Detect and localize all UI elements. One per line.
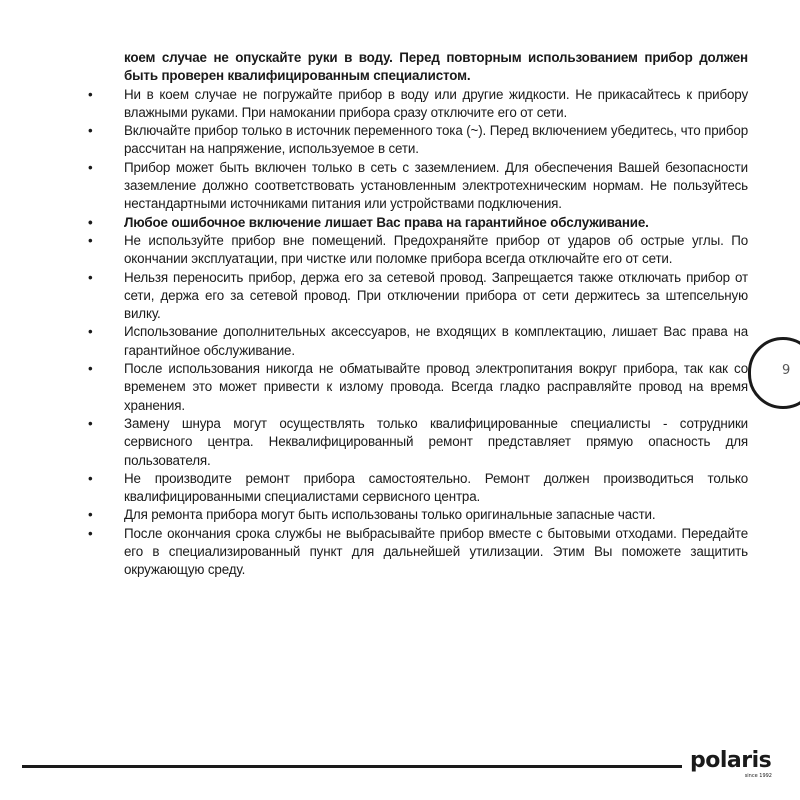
list-item-text: Любое ошибочное включение лишает Вас права на гарантийное обслуживание. bbox=[124, 214, 649, 230]
bullet-icon: • bbox=[88, 470, 93, 486]
list-item bbox=[86, 415, 748, 470]
bullet-icon: • bbox=[88, 86, 93, 102]
list-item-text: Не производите ремонт прибора самостоятельно. Ремонт должен производиться только квалифицированными специалистами сервисного центра. bbox=[124, 470, 748, 505]
list-item bbox=[86, 232, 748, 269]
logo-wordmark: polaris bbox=[690, 748, 772, 773]
bullet-icon: • bbox=[88, 415, 93, 431]
list-item bbox=[86, 525, 748, 580]
list-item bbox=[86, 159, 748, 214]
list-item-text: Использование дополнительных аксессуаров, не входящих в комплектацию, лишает Вас права на гарантийное обслуживание. bbox=[124, 324, 748, 358]
bullet-icon: • bbox=[88, 232, 93, 248]
footer-divider bbox=[22, 765, 682, 768]
list-item-text: Включайте прибор только в источник переменного тока (~). Перед включением убедитесь, что прибор рассчитан на напряжение, используемое в сети. bbox=[124, 123, 748, 157]
list-item-text: Для ремонта прибора могут быть использованы только оригинальные запасные части. bbox=[124, 507, 656, 523]
bullet-icon: • bbox=[88, 324, 93, 340]
list-item-text: Прибор может быть включен только в сеть с заземлением. Для обеспечения Вашей безопасности заземление должно соответствовать установленным электротехническим нормам. Не пользуйтесь нестандартными источниками питания или устройствами подключения. bbox=[124, 159, 748, 212]
list-item-text: Замену шнура могут осуществлять только квалифицированные специалисты - сотрудники сервисного центра. Неквалифицированный ремонт представляет прямую опасность для пользователя. bbox=[124, 415, 748, 468]
bullet-icon: • bbox=[88, 507, 93, 523]
list-item bbox=[86, 214, 748, 232]
bullet-icon: • bbox=[88, 123, 93, 139]
bullet-icon: • bbox=[88, 361, 93, 377]
list-item bbox=[86, 470, 748, 507]
list-item bbox=[86, 269, 748, 324]
list-item bbox=[86, 360, 748, 415]
list-item-text: Нельзя переносить прибор, держа его за сетевой провод. Запрещается также отключать прибор от сети, держа его за сетевой провод. При отключении прибора от сети держитесь за штепсельную вилку. bbox=[124, 269, 748, 322]
polaris-logo bbox=[690, 749, 778, 789]
continued-paragraph: коем случае не опускайте руки в воду. Перед повторным использованием прибор должен быть проверен квалифицированным специалистом. bbox=[124, 50, 748, 84]
page-number-tab bbox=[748, 337, 800, 409]
page-number: 9 bbox=[782, 363, 791, 378]
list-item bbox=[86, 122, 748, 159]
list-item-text: После использования никогда не обматывайте провод электропитания вокруг прибора, так как со временем это может привести к излому провода. Всегда гладко расправляйте провод на время хранения. bbox=[124, 361, 748, 413]
logo-since-text: since 1992 bbox=[744, 773, 772, 779]
bullet-icon: • bbox=[88, 525, 93, 541]
list-item-text: После окончания срока службы не выбрасывайте прибор вместе с бытовыми отходами. Передайте его в специализированный пункт для дальнейшей утилизации. Этим Вы поможете защитить окружающую среду. bbox=[124, 525, 748, 578]
safety-list bbox=[86, 86, 748, 580]
list-item-text: Ни в коем случае не погружайте прибор в воду или другие жидкости. Не прикасайтесь к прибору влажными руками. При намокании прибора сразу отключите его от сети. bbox=[124, 86, 748, 120]
list-item bbox=[86, 323, 748, 360]
list-item-text: Не используйте прибор вне помещений. Предохраняйте прибор от ударов об острые углы. По окончании эксплуатации, при чистке или поломке прибора всегда отключайте его от сети. bbox=[124, 232, 748, 267]
bullet-icon: • bbox=[88, 214, 93, 230]
bullet-icon: • bbox=[88, 159, 93, 175]
bullet-icon: • bbox=[88, 269, 93, 285]
instructions-text bbox=[86, 49, 748, 580]
list-item bbox=[86, 86, 748, 123]
list-item bbox=[86, 506, 748, 524]
